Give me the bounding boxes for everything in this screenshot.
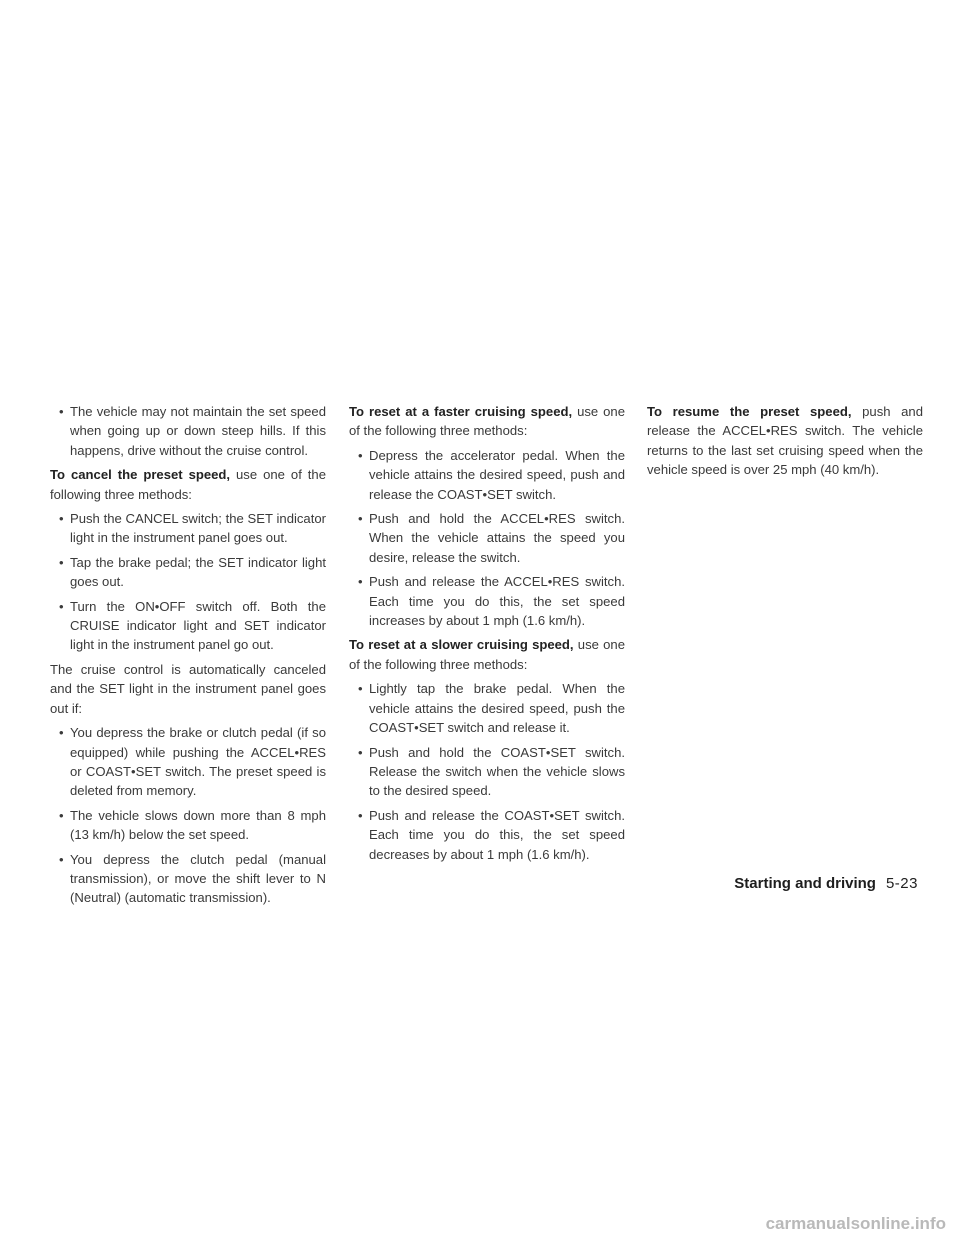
list-item: • Push and release the ACCEL•RES switch. Each time you do this, the set speed increases by about 1 mph (1.6 km/h). bbox=[349, 572, 625, 630]
paragraph-text: use one of the following three methods: bbox=[50, 467, 326, 502]
list-item: • Lightly tap the brake pedal. When the vehicle attains the desired speed, push the COAST•SET switch and release it. bbox=[349, 679, 625, 737]
paragraph-text: use one of the following three methods: bbox=[349, 637, 625, 672]
list-item: • The vehicle slows down more than 8 mph (13 km/h) below the set speed. bbox=[50, 806, 326, 845]
paragraph-slower bbox=[349, 635, 625, 674]
section-title: Starting and driving bbox=[734, 875, 876, 892]
list-item: • Depress the accelerator pedal. When the vehicle attains the desired speed, push and release the COAST•SET switch. bbox=[349, 446, 625, 504]
list-item: • Push and release the COAST•SET switch. Each time you do this, the set speed decreases by about 1 mph (1.6 km/h). bbox=[349, 806, 625, 864]
paragraph-text: push and release the ACCEL•RES switch. The vehicle returns to the last set cruising speed when the vehicle speed is over 25 mph (40 km/h). bbox=[647, 404, 923, 478]
paragraph-text: use one of the following three methods: bbox=[349, 404, 625, 439]
list-item: • Push and hold the COAST•SET switch. Release the switch when the vehicle slows to the desired speed. bbox=[349, 743, 625, 801]
page-footer bbox=[0, 875, 918, 893]
column-1 bbox=[50, 402, 326, 913]
list-item: • The vehicle may not maintain the set speed when going up or down steep hills. If this happens, drive without the cruise control. bbox=[50, 402, 326, 460]
column-2 bbox=[349, 402, 625, 869]
column-3 bbox=[647, 402, 923, 485]
paragraph-resume bbox=[647, 402, 923, 480]
list-item: • Tap the brake pedal; the SET indicator light goes out. bbox=[50, 553, 326, 592]
paragraph-faster bbox=[349, 402, 625, 441]
lead-resume: To resume the preset speed, bbox=[647, 404, 852, 419]
page-number: 5-23 bbox=[885, 875, 918, 892]
lead-slower: To reset at a slower cruising speed, bbox=[349, 637, 574, 653]
watermark: carmanualsonline.info bbox=[765, 1214, 946, 1233]
lead-cancel: To cancel the preset speed, bbox=[50, 467, 231, 483]
paragraph-auto-cancel: The cruise control is automatically canceled and the SET light in the instrument panel goes out if: bbox=[50, 661, 326, 716]
paragraph-cancel bbox=[50, 465, 326, 504]
list-item: • You depress the clutch pedal (manual transmission), or move the shift lever to N (Neutral) (automatic transmission). bbox=[50, 850, 326, 908]
list-item: • You depress the brake or clutch pedal (if so equipped) while pushing the ACCEL•RES or COAST•SET switch. The preset speed is deleted from memory. bbox=[50, 723, 326, 801]
list-item: • Push and hold the ACCEL•RES switch. When the vehicle attains the speed you desire, release the switch. bbox=[349, 509, 625, 567]
list-item: • Push the CANCEL switch; the SET indicator light in the instrument panel goes out. bbox=[50, 509, 326, 548]
list-item: • Turn the ON•OFF switch off. Both the CRUISE indicator light and SET indicator light in the instrument panel go out. bbox=[50, 597, 326, 655]
lead-faster: To reset at a faster cruising speed, bbox=[349, 404, 573, 419]
